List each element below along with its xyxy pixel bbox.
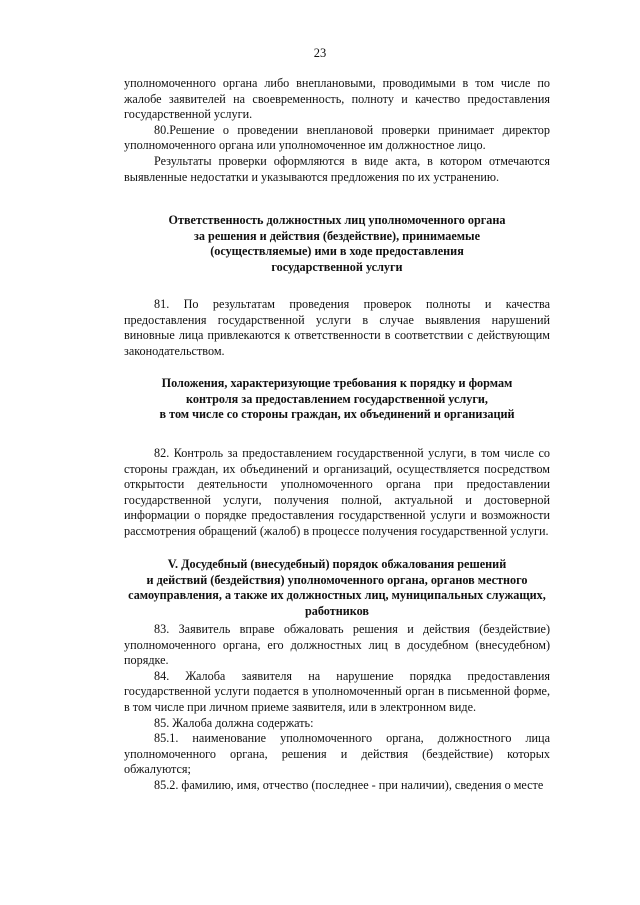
paragraph-85-1: 85.1. наименование уполномоченного органа, должностного лица уполномоченного органа, решения и действия (бездействие) которых обжалуются; bbox=[124, 731, 550, 777]
paragraph-85: 85. Жалоба должна содержать: bbox=[154, 715, 314, 730]
heading-line: самоуправления, а также их должностных лиц, муниципальных служащих, bbox=[128, 588, 546, 603]
section-81 bbox=[124, 297, 550, 359]
paragraph-80: 80.Решение о проведении внеплановой проверки принимает директор уполномоченного органа или уполномоченное им должностное лицо. bbox=[124, 122, 550, 153]
heading-line: за решения и действия (бездействие), принимаемые bbox=[194, 228, 480, 243]
paragraph-83: 83. Заявитель вправе обжаловать решения и действия (бездействие) уполномоченного органа, его должностных лиц в досудебном (внесудебном) порядке. bbox=[124, 622, 550, 668]
heading-line: Положения, характеризующие требования к порядку и формам bbox=[161, 376, 513, 390]
heading-appeal bbox=[124, 557, 550, 619]
paragraph-results: Результаты проверки оформляются в виде акта, в котором отмечаются выявленные недостатки и указываются предложения по их устранению. bbox=[124, 153, 550, 184]
section-82 bbox=[124, 446, 550, 540]
heading-line: в том числе со стороны граждан, их объединений и организаций bbox=[159, 407, 515, 422]
heading-line: Ответственность должностных лиц уполномоченного органа bbox=[168, 213, 506, 227]
heading-line: контроля за предоставлением государственной услуги, bbox=[186, 391, 488, 406]
text-line: жалобе заявителей на своевременность, полноту и качество предоставления bbox=[124, 91, 550, 106]
heading-responsibility bbox=[124, 213, 550, 275]
paragraph-82: 82. Контроль за предоставлением государственной услуги, в том числе со стороны граждан, их объединений и организаций, осуществляется посредством открытости деятельности уполномоченного органа при предоставлении государственной услуги, получения полной, актуальной и достоверной информации о порядке предоставления государственной услуги и возможности рассмотрения обращений (жалоб) в процессе получения государственной услуги. bbox=[124, 446, 550, 538]
heading-line: и действий (бездействия) уполномоченного органа, органов местного bbox=[146, 572, 528, 587]
paragraph-84: 84. Жалоба заявителя на нарушение порядка предоставления государственной услуги подается в уполномоченный орган в письменной форме, в том числе при личном приеме заявителя, или в электронном виде. bbox=[124, 668, 550, 714]
paragraph-81: 81. По результатам проведения проверок полноты и качества предоставления государственной услуги в случае выявления нарушений виновные лица привлекаются к ответственности в соответствии с действующим законодательством. bbox=[124, 297, 550, 358]
paragraph-85-2: 85.2. фамилию, имя, отчество (последнее - при наличии), сведения о месте bbox=[154, 777, 544, 792]
page-number: 23 bbox=[313, 46, 327, 60]
text-line: уполномоченного органа либо внеплановыми, проводимыми в том числе по bbox=[124, 76, 550, 90]
heading-line: работников bbox=[304, 603, 369, 618]
heading-line: (осуществляемые) ими в ходе предоставления bbox=[210, 244, 464, 259]
text-line: государственной услуги. bbox=[124, 107, 253, 122]
heading-line: государственной услуги bbox=[271, 259, 403, 274]
heading-control bbox=[124, 376, 550, 423]
top-paragraph bbox=[124, 76, 550, 185]
heading-line: V. Досудебный (внесудебный) порядок обжалования решений bbox=[167, 557, 507, 571]
section-83-85 bbox=[124, 622, 550, 794]
